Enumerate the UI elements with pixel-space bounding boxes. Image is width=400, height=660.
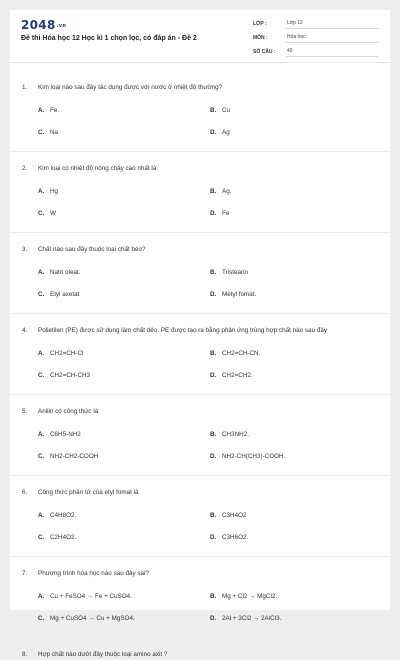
option-letter: C. <box>38 533 45 541</box>
question-divider <box>10 556 390 557</box>
option-text: C3H6O2. <box>222 533 249 541</box>
answer-option[interactable] <box>210 370 382 380</box>
meta-row-count <box>253 43 379 57</box>
option-letter: D. <box>210 371 217 379</box>
question-number: 5. <box>22 408 28 415</box>
question-text: Kim loại có nhiệt độ nóng chảy cao nhất là <box>38 165 157 172</box>
option-text: Etyl axetat <box>50 290 80 298</box>
answer-options <box>38 498 378 542</box>
meta-row-subject <box>253 29 379 43</box>
question-text: Công thức phân tử của etyl fomat là <box>38 489 139 496</box>
option-letter: B. <box>210 592 217 600</box>
option-letter: A. <box>38 187 45 195</box>
question-item <box>10 83 390 152</box>
question-number: 2. <box>22 165 28 172</box>
exam-page <box>10 10 390 658</box>
meta-label: SỐ CÂU : <box>253 49 276 55</box>
question-line <box>22 83 378 93</box>
option-text: Mg + CuSO4 → Cu + MgSO4. <box>50 614 135 622</box>
answer-options <box>38 579 378 623</box>
answer-option[interactable] <box>38 105 210 115</box>
question-text: Chất nào sau đây thuộc loại chất béo? <box>38 246 146 253</box>
meta-value: 40 <box>285 48 379 57</box>
question-item <box>10 407 390 476</box>
question-line <box>22 245 378 255</box>
question-number: 4. <box>22 327 28 334</box>
option-text: CH2=CH2. <box>222 371 253 379</box>
option-letter: D. <box>210 533 217 541</box>
question-item <box>10 488 390 557</box>
option-letter: C. <box>38 371 45 379</box>
question-item <box>10 650 390 660</box>
option-letter: B. <box>210 187 217 195</box>
question-text: Phương trình hóa học nào sau đây sai? <box>38 570 149 577</box>
answer-option[interactable] <box>210 429 382 439</box>
answer-options <box>38 93 378 137</box>
option-text: Tristearin <box>222 268 249 276</box>
question-line <box>22 326 378 336</box>
answer-option[interactable] <box>210 267 382 277</box>
answer-options <box>38 174 378 218</box>
option-text: 2Al + 3Cl2 → 2AlCl3. <box>222 614 282 622</box>
answer-option[interactable] <box>38 429 210 439</box>
option-text: Cu + FeSO4 → Fe + CuSO4. <box>50 592 132 600</box>
answer-options <box>38 417 378 461</box>
meta-row-class <box>253 15 379 29</box>
question-divider <box>10 232 390 233</box>
question-item <box>10 245 390 314</box>
answer-option[interactable] <box>38 289 210 299</box>
question-line <box>22 407 378 417</box>
question-line <box>22 569 378 579</box>
answer-option[interactable] <box>210 186 382 196</box>
option-letter: A. <box>38 511 45 519</box>
answer-option[interactable] <box>210 289 382 299</box>
option-letter: A. <box>38 592 45 600</box>
question-item <box>10 569 390 638</box>
option-letter: B. <box>210 349 217 357</box>
question-line <box>22 488 378 498</box>
answer-option[interactable] <box>38 186 210 196</box>
question-divider <box>10 394 390 395</box>
question-item <box>10 326 390 395</box>
option-text: CH2=CH-CN. <box>222 349 261 357</box>
option-letter: C. <box>38 290 45 298</box>
answer-option[interactable] <box>38 208 210 218</box>
answer-options <box>38 255 378 299</box>
option-letter: C. <box>38 209 45 217</box>
question-number: 7. <box>22 570 28 577</box>
option-letter: B. <box>210 268 217 276</box>
question-number: 8. <box>22 651 28 658</box>
answer-option[interactable] <box>210 613 382 623</box>
option-letter: A. <box>38 430 45 438</box>
meta-label: LỚP : <box>253 21 267 27</box>
answer-option[interactable] <box>210 127 382 137</box>
option-text: W <box>50 209 56 217</box>
option-letter: B. <box>210 511 217 519</box>
option-letter: B. <box>210 106 217 114</box>
option-letter: D. <box>210 452 217 460</box>
option-letter: D. <box>210 209 217 217</box>
exam-header <box>10 10 390 63</box>
option-letter: A. <box>38 106 45 114</box>
option-text: Fe. <box>50 106 60 114</box>
answer-option[interactable] <box>210 532 382 542</box>
option-text: C4H8O2. <box>50 511 77 519</box>
meta-label: MÔN : <box>253 35 268 41</box>
option-text: CH2=CH-Cl <box>50 349 84 357</box>
option-letter: D. <box>210 614 217 622</box>
option-letter: A. <box>38 349 45 357</box>
option-letter: C. <box>38 614 45 622</box>
answer-options <box>38 336 378 380</box>
question-number: 1. <box>22 84 28 91</box>
option-text: Natri oleat. <box>50 268 81 276</box>
option-letter: B. <box>210 430 217 438</box>
answer-option[interactable] <box>38 532 210 542</box>
question-item <box>10 164 390 233</box>
meta-value: Lớp 12 <box>285 20 379 29</box>
option-text: Ag. <box>222 187 232 195</box>
option-text: Fe <box>222 209 230 217</box>
option-letter: A. <box>38 268 45 276</box>
option-text: Ag <box>222 128 230 136</box>
option-letter: C. <box>38 452 45 460</box>
option-text: Metyl fomat. <box>222 290 257 298</box>
option-text: C2H4O2. <box>50 533 77 541</box>
option-text: Hg <box>50 187 59 195</box>
answer-option[interactable] <box>38 451 210 461</box>
option-text: Na <box>50 128 59 136</box>
exam-title: Đề thi Hóa học 12 Học kì 1 chọn lọc, có đáp án - Đề 2 <box>21 35 197 42</box>
option-text: C3H4O2 <box>222 511 247 519</box>
option-letter: C. <box>38 128 45 136</box>
option-text: CH2=CH-CH3 <box>50 371 91 379</box>
answer-option[interactable] <box>38 613 210 623</box>
question-list <box>10 83 390 660</box>
question-divider <box>10 637 390 638</box>
answer-option[interactable] <box>38 510 210 520</box>
question-number: 3. <box>22 246 28 253</box>
option-text: NH2-CH(CH3)-COOH. <box>222 452 286 460</box>
answer-option[interactable] <box>210 208 382 218</box>
site-logo[interactable]: 2048.vn <box>21 18 67 32</box>
exam-meta <box>253 15 379 57</box>
answer-option[interactable] <box>210 451 382 461</box>
option-text: Cu <box>222 106 231 114</box>
option-text: C6H5-NH2 <box>50 430 81 438</box>
answer-option[interactable] <box>38 267 210 277</box>
question-text: Hợp chất nào dưới đây thuộc loại amino axit ? <box>38 651 168 658</box>
option-text: NH2-CH2-COOH <box>50 452 99 460</box>
question-text: Polietilen (PE) được sử dụng làm chất dẻo. PE được tạo ra bằng phản ứng trùng hợp chất nào sau đây <box>38 327 327 334</box>
option-text: Mg + Cl2 → MgCl2. <box>222 592 278 600</box>
question-divider <box>10 151 390 152</box>
option-text: CH3NH2. <box>222 430 249 438</box>
answer-option[interactable] <box>38 370 210 380</box>
answer-option[interactable] <box>38 348 210 358</box>
answer-option[interactable] <box>210 105 382 115</box>
question-line <box>22 164 378 174</box>
question-divider <box>10 313 390 314</box>
meta-value: Hóa học <box>285 34 379 43</box>
option-letter: D. <box>210 290 217 298</box>
question-text: Anilin có công thức là <box>38 408 99 415</box>
option-letter: D. <box>210 128 217 136</box>
answer-option[interactable] <box>210 510 382 520</box>
question-number: 6. <box>22 489 28 496</box>
question-line <box>22 650 378 660</box>
question-text: Kim loại nào sau đây tác dụng được với nước ở nhiệt độ thường? <box>38 84 223 91</box>
answer-option[interactable] <box>210 348 382 358</box>
question-divider <box>10 475 390 476</box>
answer-option[interactable] <box>38 127 210 137</box>
